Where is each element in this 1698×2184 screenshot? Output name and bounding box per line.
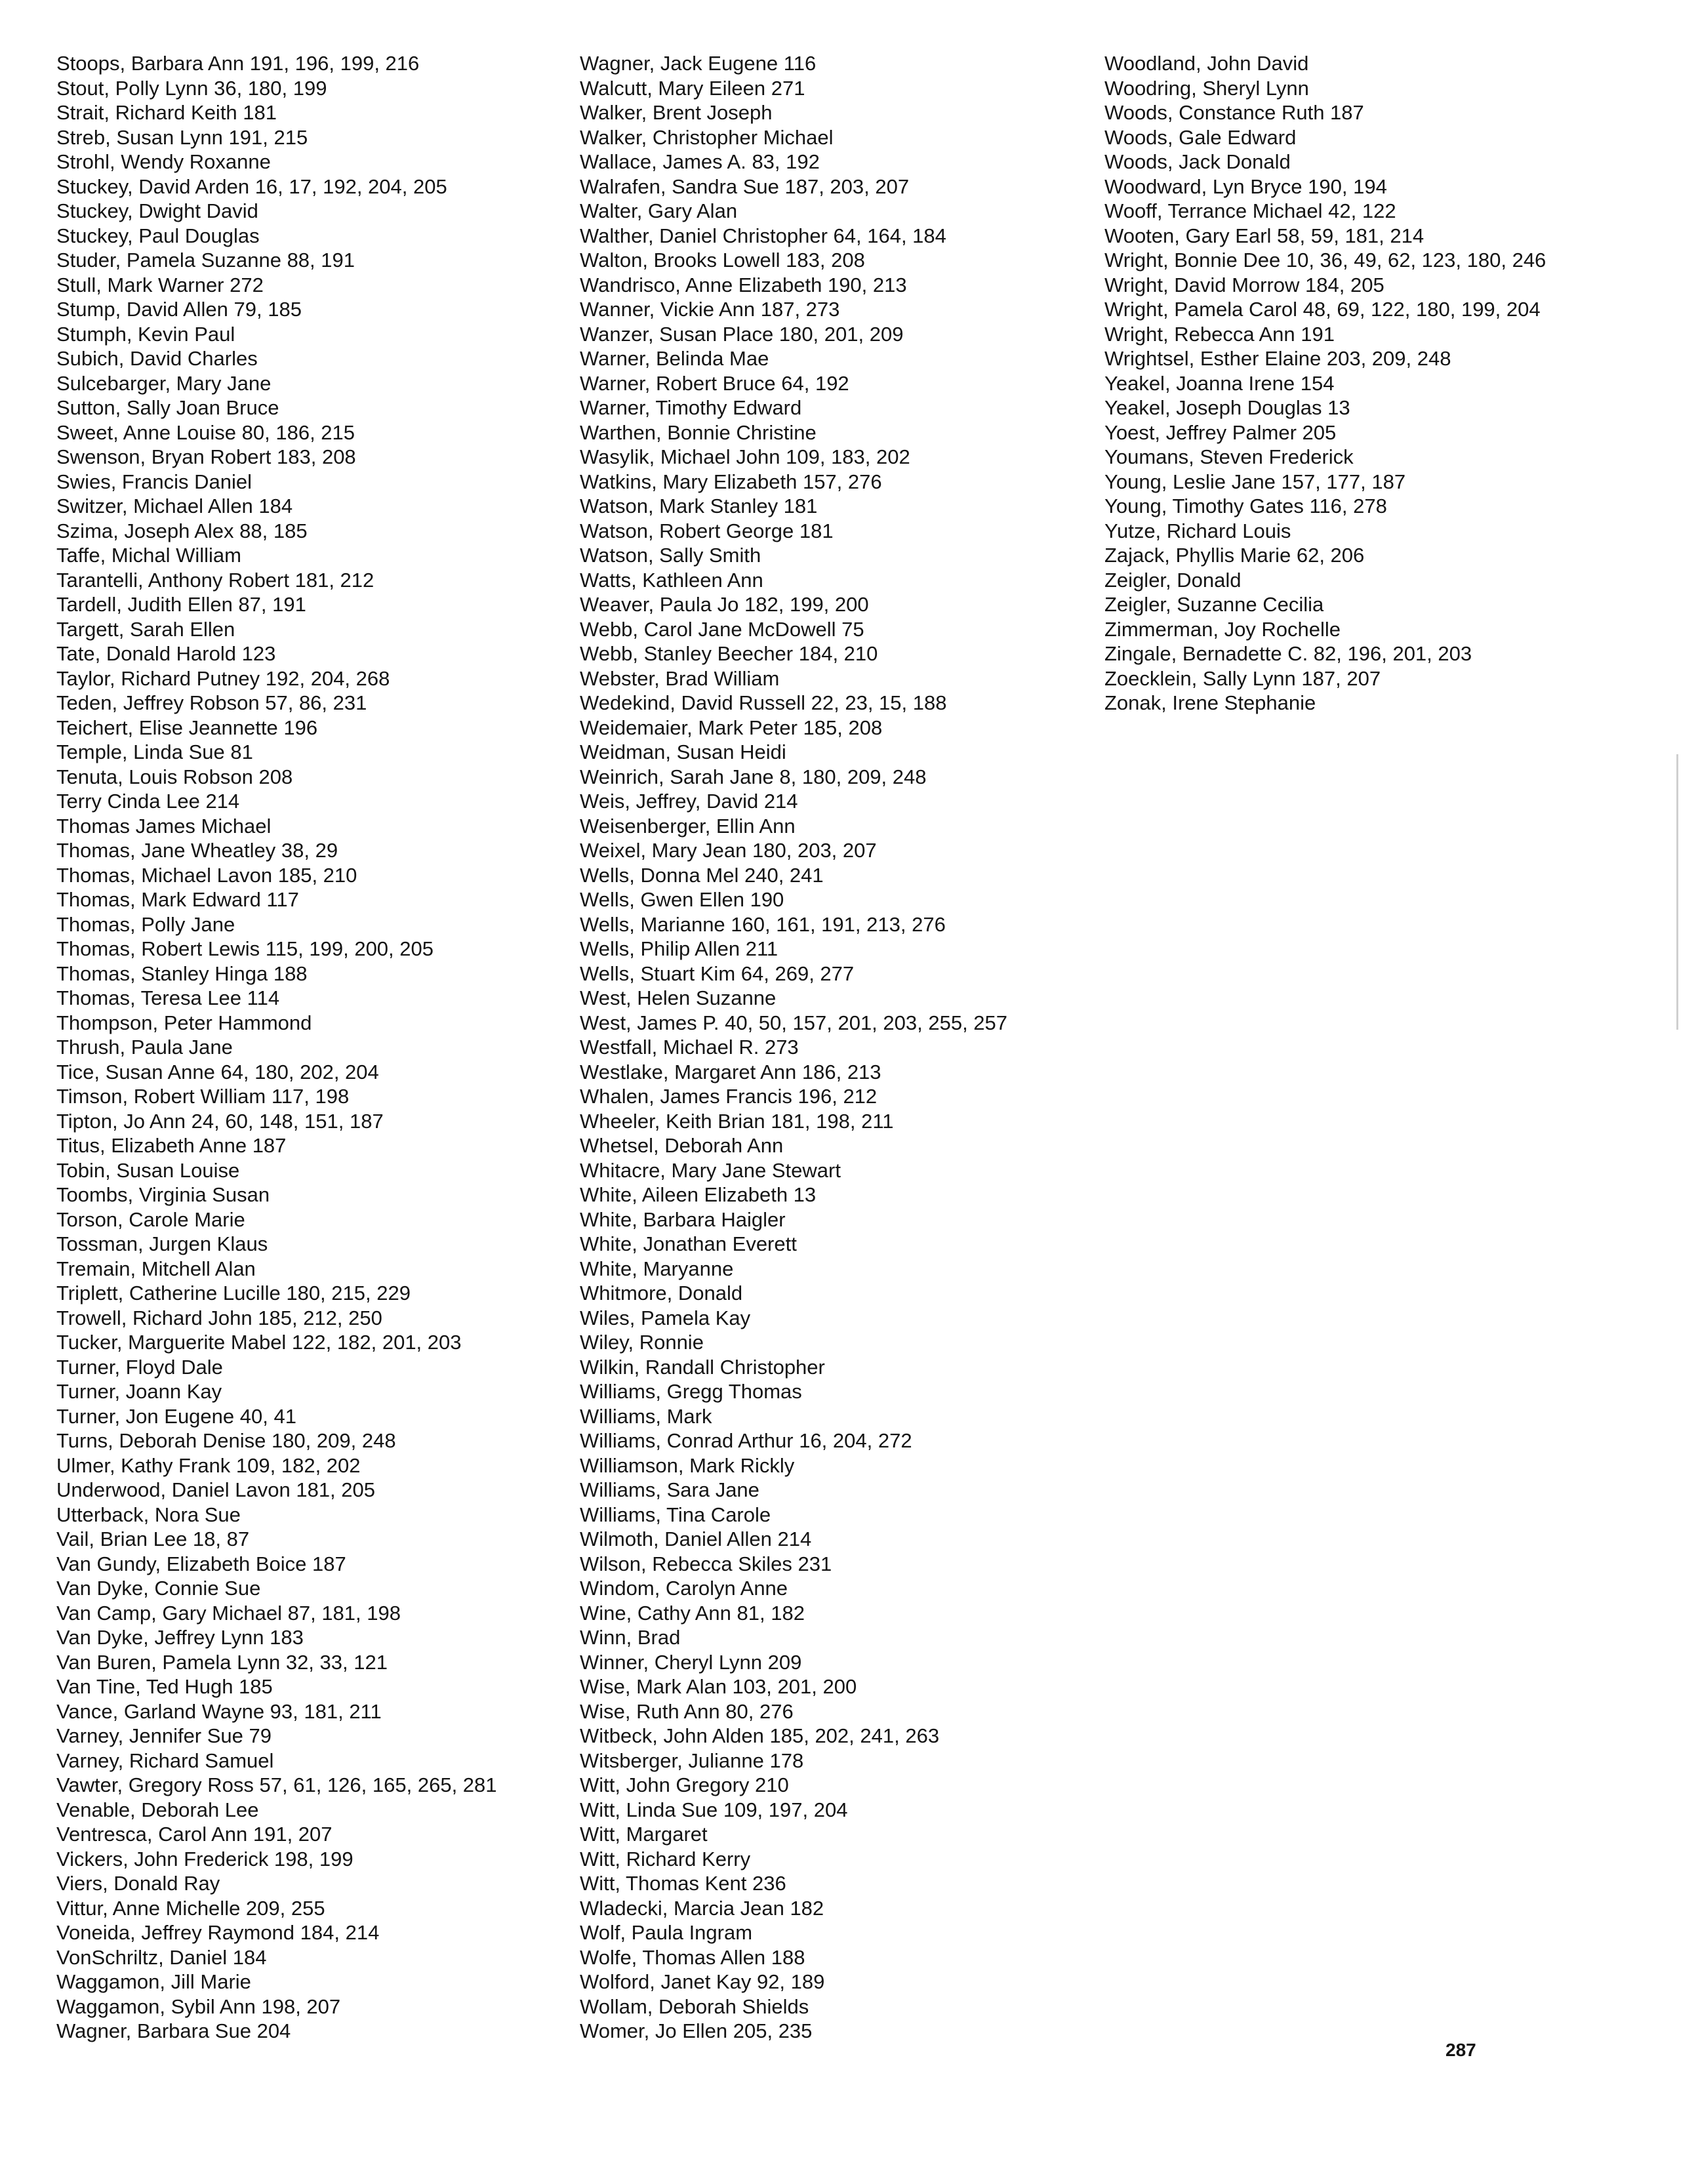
index-entry: Weixel, Mary Jean 180, 203, 207 — [580, 839, 877, 862]
index-entry: Young, Timothy Gates 116, 278 — [1104, 495, 1387, 517]
index-entry: VonSchriltz, Daniel 184 — [56, 1945, 267, 1969]
index-entry: Wanzer, Susan Place 180, 201, 209 — [580, 322, 904, 346]
index-entry: Wells, Donna Mel 240, 241 — [580, 863, 824, 887]
index-entry: Turner, Joann Kay — [56, 1380, 222, 1403]
index-entry: Stuckey, David Arden 16, 17, 192, 204, 205 — [56, 174, 447, 198]
index-entry: Wasylik, Michael John 109, 183, 202 — [580, 445, 910, 468]
index-entry: Williams, Gregg Thomas — [580, 1380, 802, 1403]
index-entry: Tobin, Susan Louise — [56, 1158, 240, 1182]
index-entry: Watson, Mark Stanley 181 — [580, 495, 818, 517]
index-entry: Targett, Sarah Ellen — [56, 617, 235, 641]
index-entry: Varney, Jennifer Sue 79 — [56, 1724, 272, 1747]
index-entry: Teden, Jeffrey Robson 57, 86, 231 — [56, 691, 367, 714]
index-entry: Williams, Sara Jane — [580, 1478, 759, 1501]
index-entry: Zeigler, Suzanne Cecilia — [1104, 593, 1324, 616]
index-entry: Witbeck, John Alden 185, 202, 241, 263 — [580, 1724, 940, 1747]
index-entry: Wolford, Janet Kay 92, 189 — [580, 1970, 825, 1993]
index-entry: Strait, Richard Keith 181 — [56, 101, 277, 124]
index-entry: Warthen, Bonnie Christine — [580, 420, 817, 444]
index-entry: Wright, Rebecca Ann 191 — [1104, 322, 1335, 346]
index-entry: Westfall, Michael R. 273 — [580, 1036, 799, 1059]
index-entry: Stumph, Kevin Paul — [56, 322, 235, 346]
index-entry: Wine, Cathy Ann 81, 182 — [580, 1601, 805, 1625]
index-entry: Thomas, Jane Wheatley 38, 29 — [56, 839, 338, 862]
index-entry: Walter, Gary Alan — [580, 199, 738, 222]
index-entry: Wolf, Paula Ingram — [580, 1921, 753, 1944]
index-entry: Walcutt, Mary Eileen 271 — [580, 76, 805, 100]
index-entry: Webb, Stanley Beecher 184, 210 — [580, 642, 878, 665]
index-entry: Switzer, Michael Allen 184 — [56, 495, 293, 517]
index-entry: Tate, Donald Harold 123 — [56, 642, 276, 665]
index-entry: Watts, Kathleen Ann — [580, 568, 763, 592]
index-entry: Whalen, James Francis 196, 212 — [580, 1085, 878, 1108]
index-entry: Thrush, Paula Jane — [56, 1036, 233, 1059]
index-entry: Strohl, Wendy Roxanne — [56, 150, 271, 173]
index-entry: Wells, Philip Allen 211 — [580, 937, 778, 960]
index-entry: Van Tine, Ted Hugh 185 — [56, 1675, 273, 1698]
index-entry: Swenson, Bryan Robert 183, 208 — [56, 445, 356, 468]
index-entry: Weaver, Paula Jo 182, 199, 200 — [580, 593, 869, 616]
index-entry: Zonak, Irene Stephanie — [1104, 691, 1316, 714]
index-entry: Youmans, Steven Frederick — [1104, 445, 1354, 468]
index-entry: West, Helen Suzanne — [580, 986, 777, 1009]
index-entry: Terry Cinda Lee 214 — [56, 790, 240, 813]
index-entry: Van Gundy, Elizabeth Boice 187 — [56, 1552, 346, 1575]
index-entry: Thomas, Teresa Lee 114 — [56, 986, 280, 1009]
index-entry: Walker, Christopher Michael — [580, 125, 834, 149]
index-entry: Streb, Susan Lynn 191, 215 — [56, 125, 308, 149]
index-entry: Tenuta, Louis Robson 208 — [56, 765, 293, 788]
index-entry: Stoops, Barbara Ann 191, 196, 199, 216 — [56, 52, 420, 75]
index-entry: Van Camp, Gary Michael 87, 181, 198 — [56, 1601, 401, 1625]
index-entry: Wrightsel, Esther Elaine 203, 209, 248 — [1104, 347, 1451, 370]
index-entry: Weinrich, Sarah Jane 8, 180, 209, 248 — [580, 765, 927, 788]
index-entry: Tarantelli, Anthony Robert 181, 212 — [56, 568, 374, 592]
index-entry: Tossman, Jurgen Klaus — [56, 1232, 268, 1255]
index-entry: Wiley, Ronnie — [580, 1331, 704, 1354]
index-column-1 — [56, 51, 497, 2044]
index-entry: Waggamon, Sybil Ann 198, 207 — [56, 1994, 341, 2018]
index-entry: Williams, Conrad Arthur 16, 204, 272 — [580, 1429, 912, 1452]
index-entry: Windom, Carolyn Anne — [580, 1577, 788, 1600]
index-entry: Woodward, Lyn Bryce 190, 194 — [1104, 174, 1387, 198]
index-entry: Turns, Deborah Denise 180, 209, 248 — [56, 1429, 396, 1452]
index-entry: Stout, Polly Lynn 36, 180, 199 — [56, 76, 327, 100]
index-entry: Underwood, Daniel Lavon 181, 205 — [56, 1478, 376, 1501]
index-entry: Zeigler, Donald — [1104, 568, 1242, 592]
index-entry: Timson, Robert William 117, 198 — [56, 1085, 350, 1108]
index-entry: Viers, Donald Ray — [56, 1872, 220, 1895]
index-entry: Wells, Gwen Ellen 190 — [580, 888, 784, 911]
index-entry: Waggamon, Jill Marie — [56, 1970, 251, 1993]
index-entry: Whitmore, Donald — [580, 1282, 743, 1304]
index-entry: Weis, Jeffrey, David 214 — [580, 790, 798, 813]
index-entry: Wells, Marianne 160, 161, 191, 213, 276 — [580, 912, 946, 936]
index-entry: Wise, Mark Alan 103, 201, 200 — [580, 1675, 857, 1698]
index-entry: Studer, Pamela Suzanne 88, 191 — [56, 249, 355, 272]
index-entry: Van Buren, Pamela Lynn 32, 33, 121 — [56, 1650, 388, 1674]
index-entry: Yutze, Richard Louis — [1104, 519, 1291, 542]
index-entry: Vittur, Anne Michelle 209, 255 — [56, 1896, 325, 1920]
index-entry: Sulcebarger, Mary Jane — [56, 371, 272, 395]
index-entry: Young, Leslie Jane 157, 177, 187 — [1104, 470, 1406, 493]
index-entry: Webb, Carol Jane McDowell 75 — [580, 617, 864, 641]
index-entry: Wilmoth, Daniel Allen 214 — [580, 1527, 812, 1550]
index-entry: Tremain, Mitchell Alan — [56, 1257, 256, 1280]
index-entry: Whitacre, Mary Jane Stewart — [580, 1158, 841, 1182]
index-entry: Stuckey, Dwight David — [56, 199, 258, 222]
index-entry: Teichert, Elise Jeannette 196 — [56, 716, 318, 739]
index-entry: Turner, Jon Eugene 40, 41 — [56, 1404, 296, 1428]
index-entry: Thomas, Stanley Hinga 188 — [56, 961, 308, 985]
index-entry: Taffe, Michal William — [56, 544, 241, 567]
index-entry: Thomas, Michael Lavon 185, 210 — [56, 863, 357, 887]
index-entry: Thomas, Mark Edward 117 — [56, 888, 299, 911]
index-entry: Wiles, Pamela Kay — [580, 1306, 751, 1329]
index-entry: Utterback, Nora Sue — [56, 1503, 241, 1526]
index-entry: Tardell, Judith Ellen 87, 191 — [56, 593, 306, 616]
index-entry: Yoest, Jeffrey Palmer 205 — [1104, 420, 1337, 444]
index-entry: Wagner, Barbara Sue 204 — [56, 2019, 291, 2042]
index-entry: Varney, Richard Samuel — [56, 1749, 274, 1772]
index-entry: West, James P. 40, 50, 157, 201, 203, 255, 257 — [580, 1011, 1008, 1034]
index-entry: Turner, Floyd Dale — [56, 1355, 223, 1379]
index-entry: Walther, Daniel Christopher 64, 164, 184 — [580, 224, 946, 247]
index-entry: Witt, Richard Kerry — [580, 1847, 751, 1871]
index-entry: Wright, Bonnie Dee 10, 36, 49, 62, 123, 180, 246 — [1104, 249, 1546, 272]
index-entry: Whetsel, Deborah Ann — [580, 1134, 784, 1157]
index-entry: Szima, Joseph Alex 88, 185 — [56, 519, 308, 542]
index-entry: Wallace, James A. 83, 192 — [580, 150, 820, 173]
index-entry: Tucker, Marguerite Mabel 122, 182, 201, 203 — [56, 1331, 462, 1354]
index-entry: Stump, David Allen 79, 185 — [56, 298, 302, 321]
index-entry: Thompson, Peter Hammond — [56, 1011, 312, 1034]
index-entry: Witt, John Gregory 210 — [580, 1773, 789, 1796]
scan-edge-mark — [1676, 754, 1678, 1030]
index-entry: Wollam, Deborah Shields — [580, 1994, 809, 2018]
index-entry: Stull, Mark Warner 272 — [56, 273, 264, 296]
index-entry: Torson, Carole Marie — [56, 1207, 245, 1231]
index-entry: Venable, Deborah Lee — [56, 1798, 259, 1821]
index-entry: Wanner, Vickie Ann 187, 273 — [580, 298, 840, 321]
index-entry: Watson, Sally Smith — [580, 544, 761, 567]
index-entry: Thomas, Robert Lewis 115, 199, 200, 205 — [56, 937, 434, 960]
index-entry: Witt, Thomas Kent 236 — [580, 1872, 786, 1895]
index-entry: Yeakel, Joanna Irene 154 — [1104, 371, 1335, 395]
index-entry: Vickers, John Frederick 198, 199 — [56, 1847, 354, 1871]
index-entry: Tipton, Jo Ann 24, 60, 148, 151, 187 — [56, 1109, 384, 1133]
index-entry: Trowell, Richard John 185, 212, 250 — [56, 1306, 382, 1329]
index-entry: Titus, Elizabeth Anne 187 — [56, 1134, 287, 1157]
index-entry: Zajack, Phyllis Marie 62, 206 — [1104, 544, 1365, 567]
index-entry: Weisenberger, Ellin Ann — [580, 814, 796, 838]
index-entry: White, Barbara Haigler — [580, 1207, 786, 1231]
index-entry: Van Dyke, Jeffrey Lynn 183 — [56, 1626, 304, 1649]
index-entry: Toombs, Virginia Susan — [56, 1183, 270, 1206]
index-entry: Woods, Gale Edward — [1104, 125, 1297, 149]
index-entry: Womer, Jo Ellen 205, 235 — [580, 2019, 813, 2042]
index-column-3 — [1104, 51, 1546, 716]
index-entry: Voneida, Jeffrey Raymond 184, 214 — [56, 1921, 380, 1944]
index-entry: Wilson, Rebecca Skiles 231 — [580, 1552, 832, 1575]
index-entry: Watkins, Mary Elizabeth 157, 276 — [580, 470, 882, 493]
index-entry: Vance, Garland Wayne 93, 181, 211 — [56, 1699, 382, 1723]
index-entry: Warner, Robert Bruce 64, 192 — [580, 371, 849, 395]
index-entry: Sweet, Anne Louise 80, 186, 215 — [56, 420, 355, 444]
index-entry: Webster, Brad William — [580, 666, 780, 690]
index-entry: Ventresca, Carol Ann 191, 207 — [56, 1823, 333, 1846]
index-entry: Subich, David Charles — [56, 347, 258, 370]
index-entry: Winn, Brad — [580, 1626, 681, 1649]
index-entry: Thomas James Michael — [56, 814, 272, 838]
index-entry: Wilkin, Randall Christopher — [580, 1355, 825, 1379]
index-entry: Vawter, Gregory Ross 57, 61, 126, 165, 265, 281 — [56, 1773, 497, 1796]
index-column-2 — [580, 51, 1007, 2044]
index-entry: Wolfe, Thomas Allen 188 — [580, 1945, 805, 1969]
index-entry: Wheeler, Keith Brian 181, 198, 211 — [580, 1109, 894, 1133]
index-entry: White, Jonathan Everett — [580, 1232, 797, 1255]
index-entry: Wooten, Gary Earl 58, 59, 181, 214 — [1104, 224, 1425, 247]
index-entry: Winner, Cheryl Lynn 209 — [580, 1650, 802, 1674]
index-entry: Tice, Susan Anne 64, 180, 202, 204 — [56, 1060, 379, 1083]
index-entry: Wise, Ruth Ann 80, 276 — [580, 1699, 794, 1723]
index-entry: Van Dyke, Connie Sue — [56, 1577, 261, 1600]
index-entry: Zingale, Bernadette C. 82, 196, 201, 203 — [1104, 642, 1472, 665]
index-entry: White, Maryanne — [580, 1257, 734, 1280]
index-entry: Watson, Robert George 181 — [580, 519, 834, 542]
index-entry: Swies, Francis Daniel — [56, 470, 253, 493]
index-entry: Wedekind, David Russell 22, 23, 15, 188 — [580, 691, 947, 714]
index-entry: Wagner, Jack Eugene 116 — [580, 52, 817, 75]
index-entry: Woods, Jack Donald — [1104, 150, 1291, 173]
index-entry: Woodring, Sheryl Lynn — [1104, 76, 1309, 100]
index-entry: Vail, Brian Lee 18, 87 — [56, 1527, 250, 1550]
index-entry: Ulmer, Kathy Frank 109, 182, 202 — [56, 1453, 361, 1477]
index-entry: Woods, Constance Ruth 187 — [1104, 101, 1364, 124]
index-entry: Weidman, Susan Heidi — [580, 740, 786, 763]
index-entry: Sutton, Sally Joan Bruce — [56, 396, 279, 419]
index-entry: Wells, Stuart Kim 64, 269, 277 — [580, 961, 855, 985]
index-entry: Temple, Linda Sue 81 — [56, 740, 253, 763]
index-entry: Wright, David Morrow 184, 205 — [1104, 273, 1385, 296]
index-entry: Westlake, Margaret Ann 186, 213 — [580, 1060, 881, 1083]
index-entry: Walker, Brent Joseph — [580, 101, 773, 124]
index-entry: Williamson, Mark Rickly — [580, 1453, 795, 1477]
index-entry: Warner, Belinda Mae — [580, 347, 769, 370]
index-entry: Warner, Timothy Edward — [580, 396, 802, 419]
index-entry: Walton, Brooks Lowell 183, 208 — [580, 249, 865, 272]
index-entry: Triplett, Catherine Lucille 180, 215, 229 — [56, 1282, 411, 1304]
index-entry: Yeakel, Joseph Douglas 13 — [1104, 396, 1350, 419]
index-entry: Williams, Mark — [580, 1404, 712, 1428]
index-entry: Zimmerman, Joy Rochelle — [1104, 617, 1341, 641]
index-entry: Thomas, Polly Jane — [56, 912, 235, 936]
index-entry: Witt, Margaret — [580, 1823, 708, 1846]
index-entry: Stuckey, Paul Douglas — [56, 224, 260, 247]
index-entry: Walrafen, Sandra Sue 187, 203, 207 — [580, 174, 910, 198]
index-entry: Wandrisco, Anne Elizabeth 190, 213 — [580, 273, 907, 296]
index-entry: Wooff, Terrance Michael 42, 122 — [1104, 199, 1396, 222]
index-entry: Woodland, John David — [1104, 52, 1309, 75]
index-entry: Taylor, Richard Putney 192, 204, 268 — [56, 666, 390, 690]
index-entry: Williams, Tina Carole — [580, 1503, 771, 1526]
index-entry: Weidemaier, Mark Peter 185, 208 — [580, 716, 883, 739]
page-number: 287 — [1445, 2040, 1476, 2060]
index-entry: Zoecklein, Sally Lynn 187, 207 — [1104, 666, 1381, 690]
index-entry: White, Aileen Elizabeth 13 — [580, 1183, 817, 1206]
index-entry: Wright, Pamela Carol 48, 69, 122, 180, 199, 204 — [1104, 298, 1541, 321]
index-entry: Witsberger, Julianne 178 — [580, 1749, 804, 1772]
index-entry: Witt, Linda Sue 109, 197, 204 — [580, 1798, 848, 1821]
index-entry: Wladecki, Marcia Jean 182 — [580, 1896, 824, 1920]
